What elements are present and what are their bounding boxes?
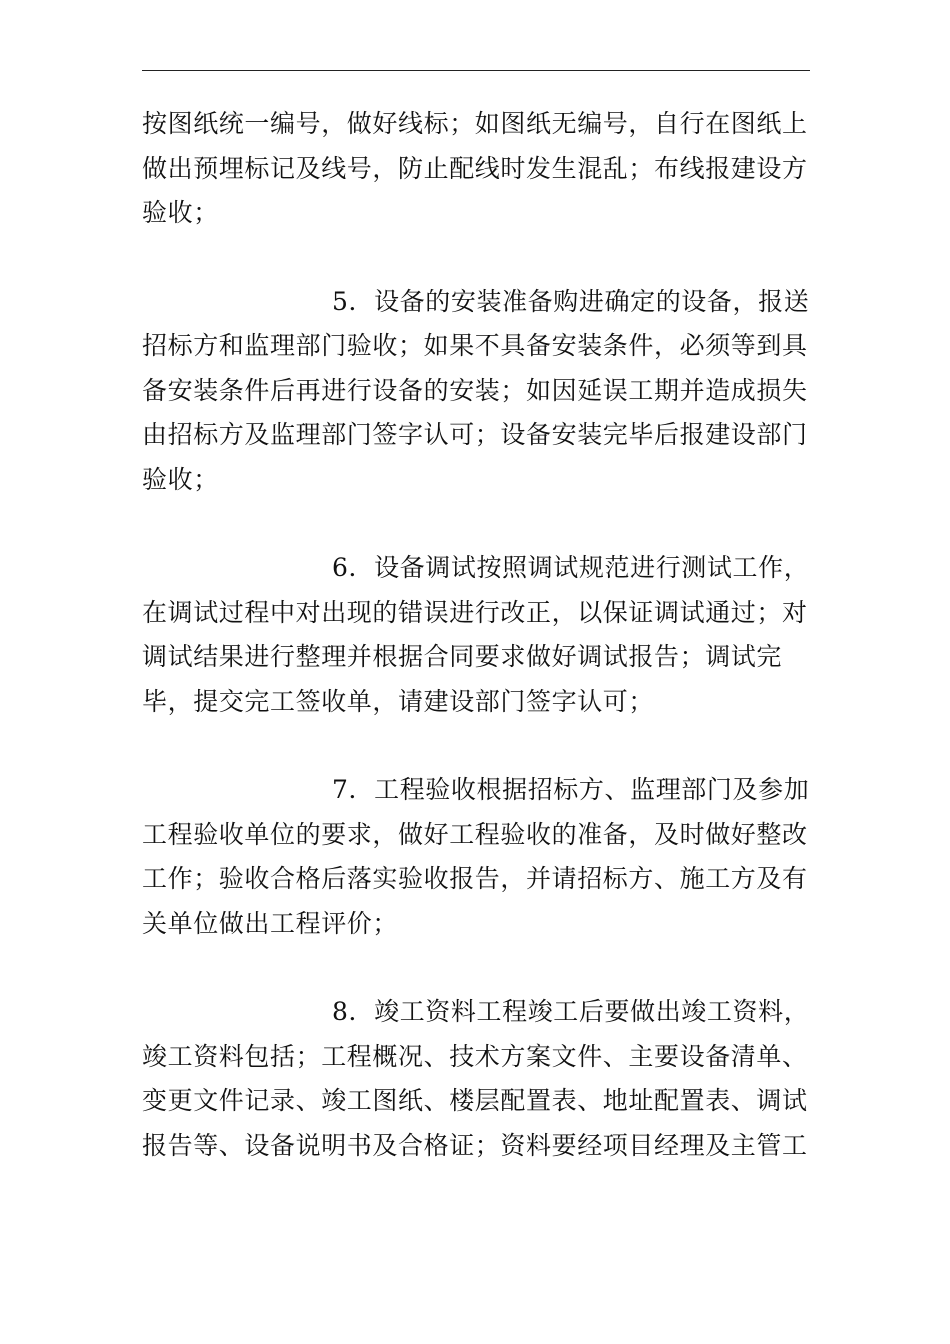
document-body (142, 102, 810, 1168)
paragraph-equipment-installation: 5．设备的安装准备购进确定的设备，报送招标方和监理部门验收；如果不具备安装条件，必须等到具备安装条件后再进行设备的安装；如因延误工期并造成损失由招标方及监理部门签字认可；设备安装完毕后报建设部门验收； (142, 286, 810, 494)
paragraph-equipment-debugging: 6．设备调试按照调试规范进行测试工作，在调试过程中对出现的错误进行改正，以保证调试通过；对调试结果进行整理并根据合同要求做好调试报告；调试完毕，提交完工签收单，请建设部门签字认可； (142, 553, 810, 716)
paragraph-continuation: 按图纸统一编号，做好线标；如图纸无编号，自行在图纸上做出预埋标记及线号，防止配线时发生混乱；布线报建设方验收； (142, 109, 808, 227)
paragraph-project-acceptance: 7．工程验收根据招标方、监理部门及参加工程验收单位的要求，做好工程验收的准备，及时做好整改工作；验收合格后落实验收报告，并请招标方、施工方及有关单位做出工程评价； (142, 775, 810, 938)
header-rule (142, 70, 810, 71)
paragraph-completion-documents: 8．竣工资料工程竣工后要做出竣工资料，竣工资料包括；工程概况、技术方案文件、主要设备清单、变更文件记录、竣工图纸、楼层配置表、地址配置表、调试报告等、设备说明书及合格证；资料要经项目经理及主管工 (142, 997, 810, 1160)
